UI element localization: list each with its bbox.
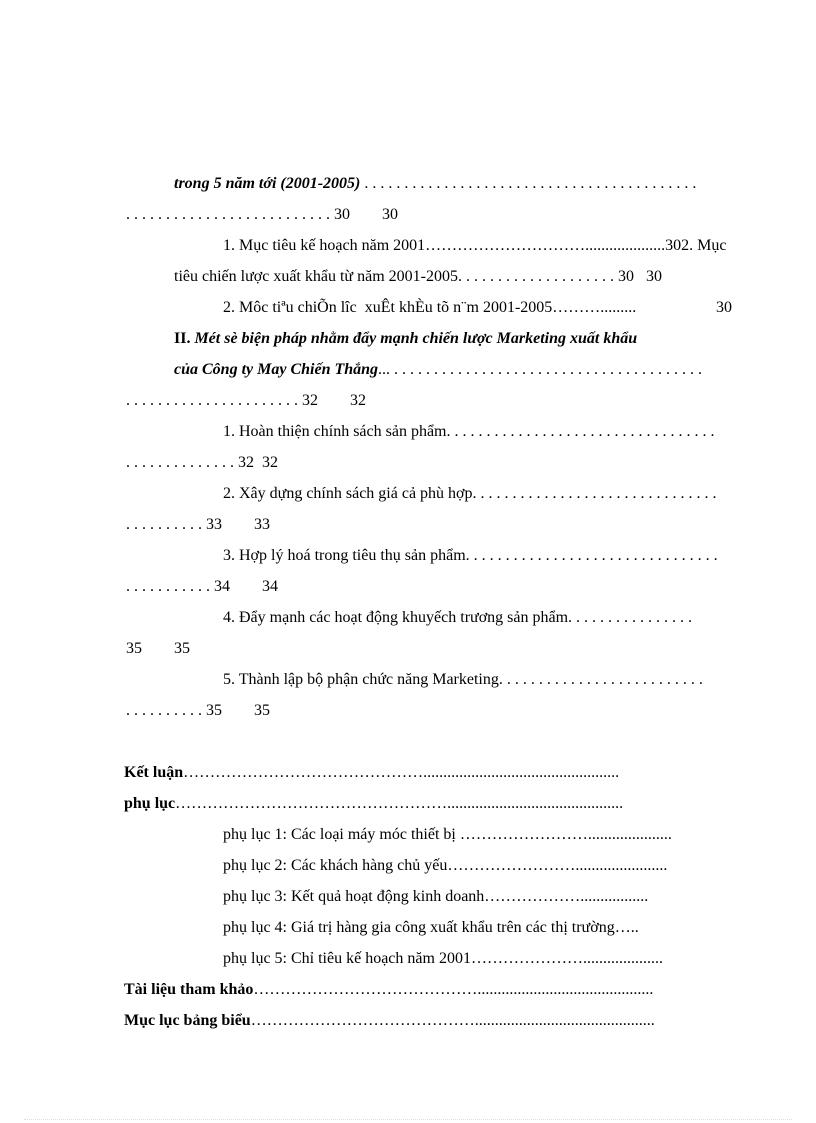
toc-references — [108, 960, 654, 998]
toc-entry: phụ lục 4: Giá trị hàng gia công xuất khẩu trên các thị trường….. — [223, 919, 639, 936]
toc-line-9 — [207, 402, 715, 440]
page-bottom-divider — [24, 1119, 792, 1120]
toc-appendix-5 — [207, 929, 663, 967]
toc-line-11 — [207, 464, 717, 502]
toc-line-12 — [110, 495, 270, 533]
toc-page-number: 30 30 — [334, 206, 398, 223]
toc-leader-dots: . . . . . . . . . . . . . . — [126, 454, 238, 471]
toc-entry: 4. Đẩy mạnh các hoạt động khuyếch trương sản phẩm. . . . . . . . . . . . . . . . — [223, 609, 693, 626]
toc-entry: phụ lục 3: Kết quả hoạt động kinh doanh………………................. — [223, 888, 649, 905]
toc-leader-dots: . . . . . . . . . . . — [126, 578, 214, 595]
toc-line-7 — [158, 340, 703, 378]
toc-line-4 — [158, 247, 662, 285]
toc-entry: phụ lục 2: Các khách hàng chủ yếu……………………....................... — [223, 857, 668, 874]
toc-chapter-title: Tài liệu tham khảo — [124, 981, 254, 998]
toc-chapter-title: Mục lục bảng biểu — [124, 1012, 251, 1029]
toc-page-number: 33 33 — [206, 516, 270, 533]
toc-appendix-1 — [207, 805, 672, 843]
toc-appendix-4 — [207, 898, 639, 936]
toc-table-index — [108, 991, 655, 1029]
toc-page-number: 35 35 — [126, 640, 190, 657]
toc-leader-dots: ……………………………………………............................................ — [175, 795, 624, 812]
toc-line-14 — [110, 557, 278, 595]
toc-section-title: trong 5 năm tới (2001-2005) — [174, 175, 361, 192]
toc-line-8 — [110, 371, 366, 409]
toc-entry: 1. Mục tiêu kế hoạch năm 2001…………………………....................302. Mục — [223, 237, 727, 254]
toc-entry: tiêu chiến lược xuất khẩu từ năm 2001-2005. . . . . . . . . . . . . . . . . . . . 30 30 — [174, 268, 662, 285]
toc-leader-dots: . . . . . . . . . . — [126, 516, 206, 533]
toc-leader-dots: . . . . . . . . . . . . . . . . . . . . . . — [126, 392, 302, 409]
toc-entry: 5. Thành lập bộ phận chức năng Marketing. . . . . . . . . . . . . . . . . . . . . . . . . . — [223, 671, 703, 688]
toc-entry: 2. Môc tiªu chiÕn lîc xuÊt khÈu tõ n¨m 2001-2005………......... — [223, 299, 637, 316]
toc-entry: 2. Xây dựng chính sách giá cả phù hợp. . . . . . . . . . . . . . . . . . . . . . . . . . . . . . . — [223, 485, 717, 502]
toc-appendix-3 — [207, 867, 649, 905]
toc-line-2 — [110, 185, 398, 223]
toc-leader-dots: . . . . . . . . . . . . . . . . . . . . . . . . . . . . . . . . . . . . . . . . . . — [360, 175, 697, 192]
toc-entry: phụ lục 1: Các loại máy móc thiết bị ……………………..................... — [223, 826, 672, 843]
toc-appendix-2 — [207, 836, 668, 874]
toc-page-number: 32 32 — [238, 454, 278, 471]
toc-leader-dots: ……………………………………............................................ — [253, 981, 654, 998]
toc-leader-dots: . . . . . . . . . . — [126, 702, 206, 719]
toc-conclusion — [108, 743, 620, 781]
toc-section-title: Mét sè biện pháp nhằm đẩy mạnh chiến lược Marketing xuất khẩu — [194, 330, 638, 347]
toc-line-16 — [110, 619, 190, 657]
toc-page-number: 35 35 — [206, 702, 270, 719]
toc-line-17 — [207, 650, 703, 688]
toc-chapter-title: Kết luận — [124, 764, 184, 781]
toc-entry: 3. Hợp lý hoá trong tiêu thụ sản phẩm. . . . . . . . . . . . . . . . . . . . . . . . . . . . . . . . — [223, 547, 718, 564]
toc-appendix — [108, 774, 624, 812]
toc-line-5 — [207, 278, 637, 316]
toc-line-6 — [158, 309, 638, 347]
toc-page-number: 32 32 — [302, 392, 366, 409]
toc-line-18 — [110, 681, 270, 719]
toc-leader-dots: ... . . . . . . . . . . . . . . . . . . . . . . . . . . . . . . . . . . . . . . . — [378, 361, 703, 378]
toc-line-13 — [207, 526, 718, 564]
toc-leader-dots: . . . . . . . . . . . . . . . . . . . . . . . . . . — [126, 206, 334, 223]
toc-section-title: của Công ty May Chiến Thắng — [174, 361, 379, 378]
toc-chapter-title: phụ lục — [124, 795, 176, 812]
toc-line-15 — [207, 588, 693, 626]
toc-page-number: 30 — [716, 299, 732, 316]
toc-entry: phụ lục 5: Chỉ tiêu kế hoạch năm 2001………………….................... — [223, 950, 663, 967]
toc-line-5-page — [700, 278, 732, 316]
toc-line-1 — [158, 154, 697, 192]
toc-line-10 — [110, 433, 278, 471]
toc-entry: 1. Hoàn thiện chính sách sản phẩm. . . . . . . . . . . . . . . . . . . . . . . . . . . . . . . . . . — [223, 423, 715, 440]
toc-leader-dots: ……………………………………............................................. — [250, 1012, 655, 1029]
toc-page-number: 34 34 — [214, 578, 278, 595]
toc-line-3 — [207, 216, 727, 254]
toc-section-number: II. — [174, 330, 195, 347]
toc-leader-dots: ………………………………………................................................. — [183, 764, 620, 781]
